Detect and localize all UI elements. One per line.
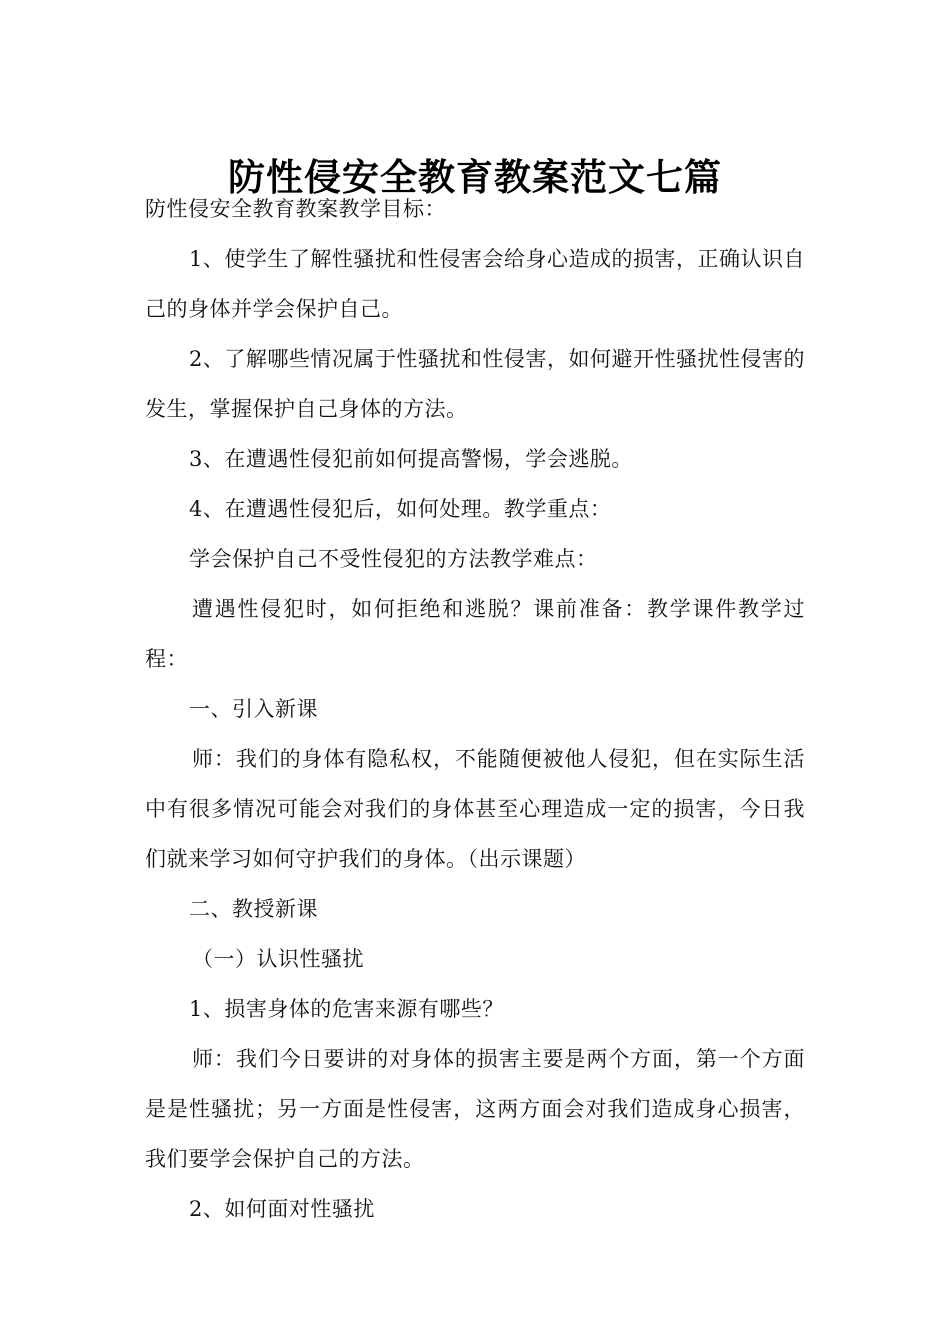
paragraph-objective-3: 3、在遭遇性侵犯前如何提高警惕，学会逃脱。 bbox=[189, 447, 633, 471]
document-title: 防性侵安全教育教案范文七篇 bbox=[228, 155, 722, 199]
paragraph-objectives-heading: 防性侵安全教育教案教学目标： bbox=[145, 197, 446, 221]
paragraph-objective-4: 4、在遭遇性侵犯后，如何处理。教学重点： bbox=[189, 497, 612, 521]
paragraph-question-2: 2、如何面对性骚扰 bbox=[189, 1197, 375, 1221]
paragraph-question-1: 1、损害身体的危害来源有哪些？ bbox=[189, 997, 504, 1021]
subsection-heading-harassment: （一）认识性骚扰 bbox=[192, 947, 364, 971]
paragraph-teacher-intro: 师：我们的身体有隐私权，不能随便被他人侵犯，但在实际生活中有很多情况可能会对我们的身体甚至心理造成一定的损害，今日我们就来学习如何守护我们的身体。（出示课题） bbox=[145, 747, 805, 871]
section-heading-teaching: 二、教授新课 bbox=[189, 897, 318, 921]
section-heading-intro: 一、引入新课 bbox=[189, 697, 318, 721]
paragraph-objective-1: 1、使学生了解性骚扰和性侵害会给身心造成的损害，正确认识自己的身体并学会保护自己。 bbox=[145, 247, 805, 321]
paragraph-objective-2: 2、了解哪些情况属于性骚扰和性侵害，如何避开性骚扰性侵害的发生，掌握保护自己身体的方法。 bbox=[145, 347, 805, 421]
document-body bbox=[145, 184, 805, 1234]
paragraph-teacher-explanation: 师：我们今日要讲的对身体的损害主要是两个方面，第一个方面是是性骚扰；另一方面是性侵害，这两方面会对我们造成身心损害，我们要学会保护自己的方法。 bbox=[145, 1047, 805, 1171]
paragraph-difficulty: 遭遇性侵犯时，如何拒绝和逃脱？课前准备：教学课件教学过程： bbox=[145, 597, 805, 671]
paragraph-key-point: 学会保护自己不受性侵犯的方法教学难点： bbox=[189, 547, 598, 571]
